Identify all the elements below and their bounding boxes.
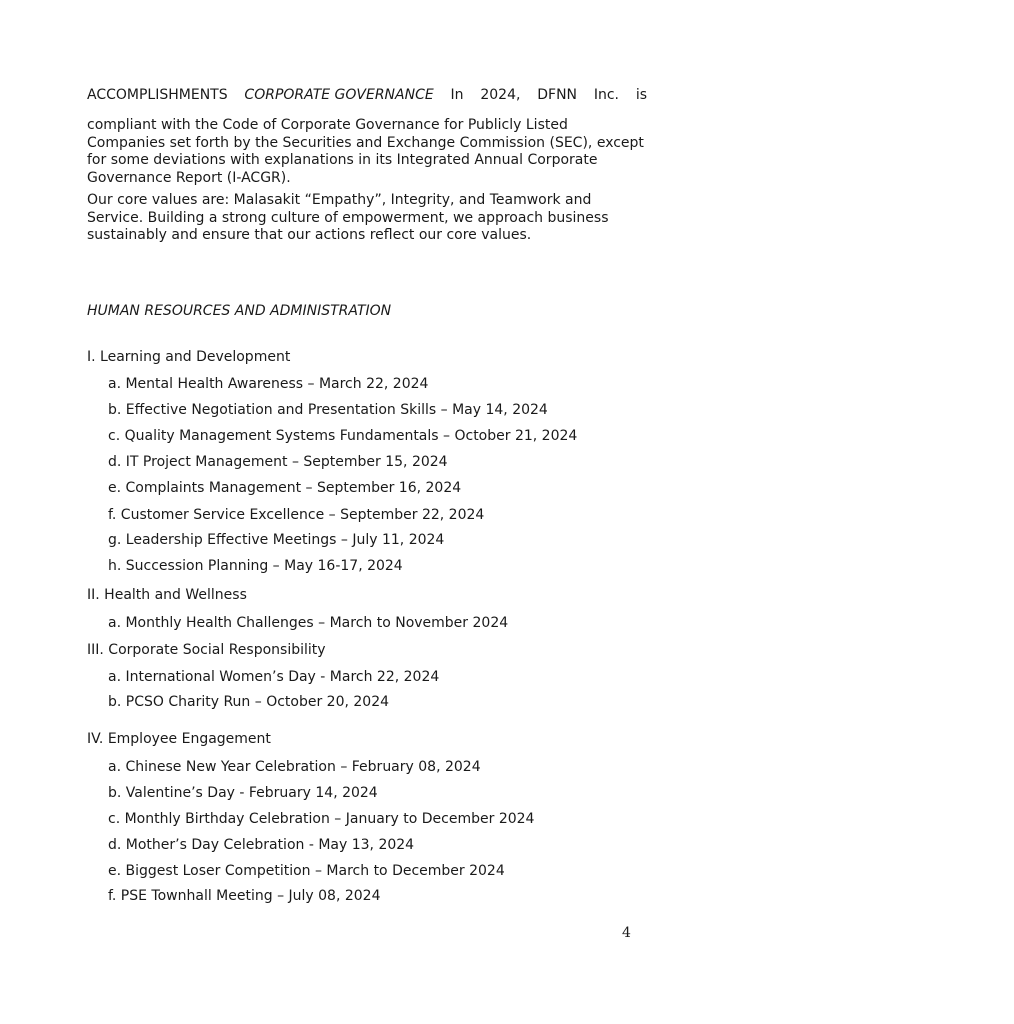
group-title-csr [87,642,326,658]
group-numeral: IV. [87,731,104,747]
intro-word: Inc. [593,87,619,103]
group-title-engagement [87,731,271,747]
intro-word: is [635,87,647,103]
corporate-governance-subheading: CORPORATE GOVERNANCE [244,87,434,103]
page-number: 4 [622,925,631,941]
intro-word: 2024, [480,87,521,103]
governance-paragraph: compliant with the Code of Corporate Governance for Publicly Listed Companies set forth by the Securities and Exchange Commission (SEC), except for some deviations with explanations in its Integrated Annual Corporate Governance Report (I-ACGR). [87,117,644,186]
list-item: e. Biggest Loser Competition – March to December 2024 [108,863,505,879]
list-item: a. Monthly Health Challenges – March to November 2024 [108,615,509,631]
list-item: a. Mental Health Awareness – March 22, 2024 [108,376,429,392]
group-label: Learning and Development [100,349,291,365]
intro-word: In [450,87,464,103]
intro-word: DFNN [537,87,578,103]
group-numeral: II. [87,587,100,603]
list-item: f. Customer Service Excellence – September 22, 2024 [108,507,485,523]
list-item: c. Quality Management Systems Fundamentals – October 21, 2024 [108,428,578,444]
list-item: g. Leadership Effective Meetings – July 11, 2024 [108,532,445,548]
list-item: h. Succession Planning – May 16-17, 2024 [108,558,403,574]
intro-first-line [87,87,647,103]
list-item: f. PSE Townhall Meeting – July 08, 2024 [108,888,381,904]
list-item: b. PCSO Charity Run – October 20, 2024 [108,694,390,710]
group-label: Health and Wellness [104,587,247,603]
group-title-learning [87,349,290,365]
section-title: HUMAN RESOURCES AND ADMINISTRATION [87,303,392,319]
list-item: a. Chinese New Year Celebration – February 08, 2024 [108,759,481,775]
group-numeral: I. [87,349,96,365]
group-numeral: III. [87,642,104,658]
list-item: d. Mother’s Day Celebration - May 13, 2024 [108,837,415,853]
group-label: Employee Engagement [107,731,271,747]
group-title-health [87,587,247,603]
list-item: d. IT Project Management – September 15, 2024 [108,454,448,470]
list-item: e. Complaints Management – September 16, 2024 [108,480,462,496]
accomplishments-heading: ACCOMPLISHMENTS [87,87,228,103]
list-item: b. Valentine’s Day - February 14, 2024 [108,785,378,801]
list-item: c. Monthly Birthday Celebration – January to December 2024 [108,811,535,827]
list-item: b. Effective Negotiation and Presentation Skills – May 14, 2024 [108,402,548,418]
group-label: Corporate Social Responsibility [108,642,326,658]
core-values-paragraph: Our core values are: Malasakit “Empathy”, Integrity, and Teamwork and Service. Building a strong culture of empowerment, we approach business sustainably and ensure that our actions reflect our core values. [87,192,609,243]
list-item: a. International Women’s Day - March 22, 2024 [108,669,440,685]
